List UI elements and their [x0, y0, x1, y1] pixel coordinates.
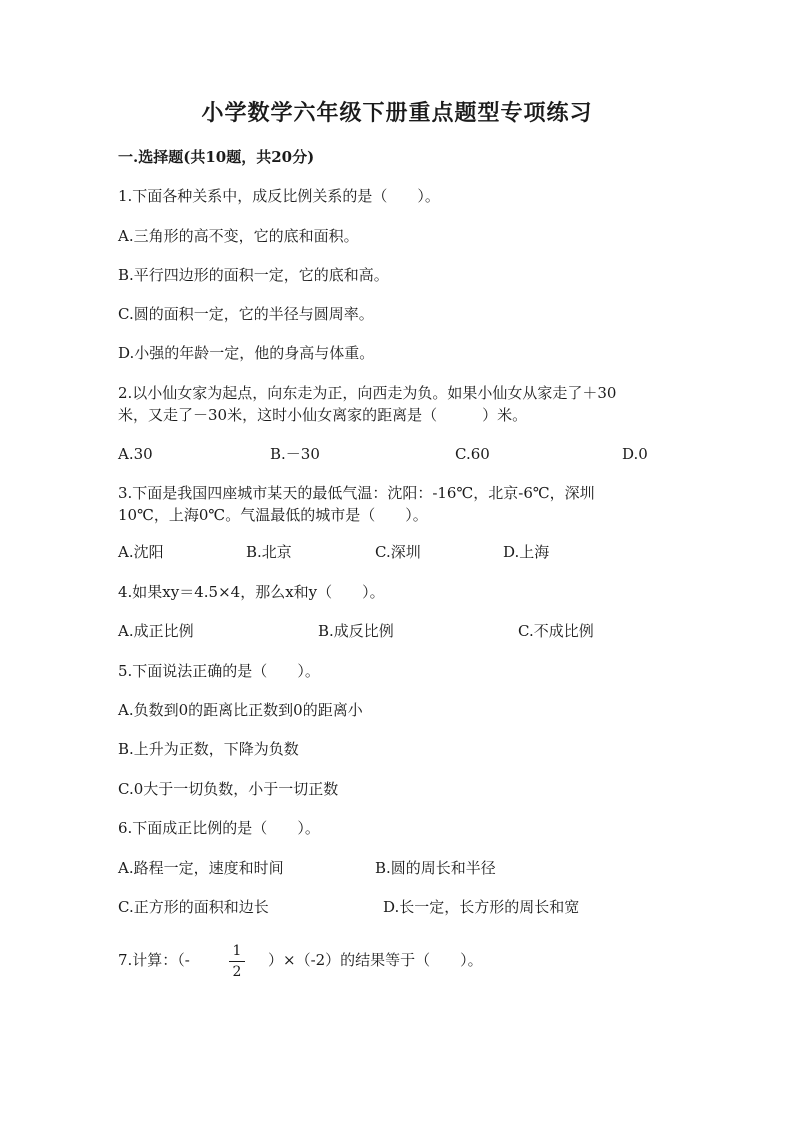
question-6-stem: 6.下面成正比例的是（ ）。: [118, 819, 320, 837]
question-5-option-a: A.负数到0的距离比正数到0的距离小: [118, 701, 363, 719]
fraction-numerator: 1: [232, 943, 242, 959]
question-2-option-d: D.0: [622, 445, 648, 463]
question-5-stem: 5.下面说法正确的是（ ）。: [118, 662, 320, 680]
fraction-denominator: 2: [232, 964, 242, 980]
question-7-fraction: [229, 943, 245, 980]
question-1-option-c: C.圆的面积一定，它的半径与圆周率。: [118, 305, 374, 323]
question-5-option-c: C.0大于一切负数，小于一切正数: [118, 780, 339, 798]
question-7-stem-before: 7.计算：（-: [118, 951, 190, 969]
question-3-option-a: A.沈阳: [118, 543, 164, 561]
section-heading: 一.选择题(共10题，共20分): [118, 148, 315, 166]
question-1-option-a: A.三角形的高不变，它的底和面积。: [118, 227, 359, 245]
question-1-option-d: D.小强的年龄一定，他的身高与体重。: [118, 344, 375, 362]
question-2-option-b: B.－30: [270, 445, 320, 463]
question-3-stem-line-2: 10℃，上海0℃。气温最低的城市是（ ）。: [118, 506, 428, 524]
question-3-stem-line-1: 3.下面是我国四座城市某天的最低气温：沈阳：-16℃，北京-6℃，深圳: [118, 484, 595, 502]
question-4-option-b: B.成反比例: [318, 622, 394, 640]
question-3-option-b: B.北京: [246, 543, 292, 561]
question-2-stem-line-2: 米，又走了－30米，这时小仙女离家的距离是（ ）米。: [118, 406, 528, 424]
question-4-option-a: A.成正比例: [118, 622, 194, 640]
question-5-option-b: B.上升为正数，下降为负数: [118, 740, 299, 758]
question-2-option-c: C.60: [455, 445, 490, 463]
page-title: 小学数学六年级下册重点题型专项练习: [201, 100, 593, 126]
question-6-option-b: B.圆的周长和半径: [375, 859, 496, 877]
question-4-option-c: C.不成比例: [518, 622, 594, 640]
question-1-stem: 1.下面各种关系中，成反比例关系的是（ ）。: [118, 187, 440, 205]
question-6-option-d: D.长一定，长方形的周长和宽: [383, 898, 580, 916]
question-7-stem-after: ）×（-2）的结果等于（ ）。: [268, 951, 483, 969]
question-3-option-c: C.深圳: [375, 543, 421, 561]
question-1-option-b: B.平行四边形的面积一定，它的底和高。: [118, 266, 389, 284]
question-4-stem: 4.如果xy＝4.5×4，那么x和y（ ）。: [118, 583, 385, 601]
question-2-stem-line-1: 2.以小仙女家为起点，向东走为正，向西走为负。如果小仙女从家走了＋30: [118, 384, 617, 402]
question-3-option-d: D.上海: [503, 543, 550, 561]
question-6-option-a: A.路程一定，速度和时间: [118, 859, 284, 877]
question-6-option-c: C.正方形的面积和边长: [118, 898, 269, 916]
question-2-option-a: A.30: [118, 445, 153, 463]
fraction-bar: [229, 961, 245, 962]
